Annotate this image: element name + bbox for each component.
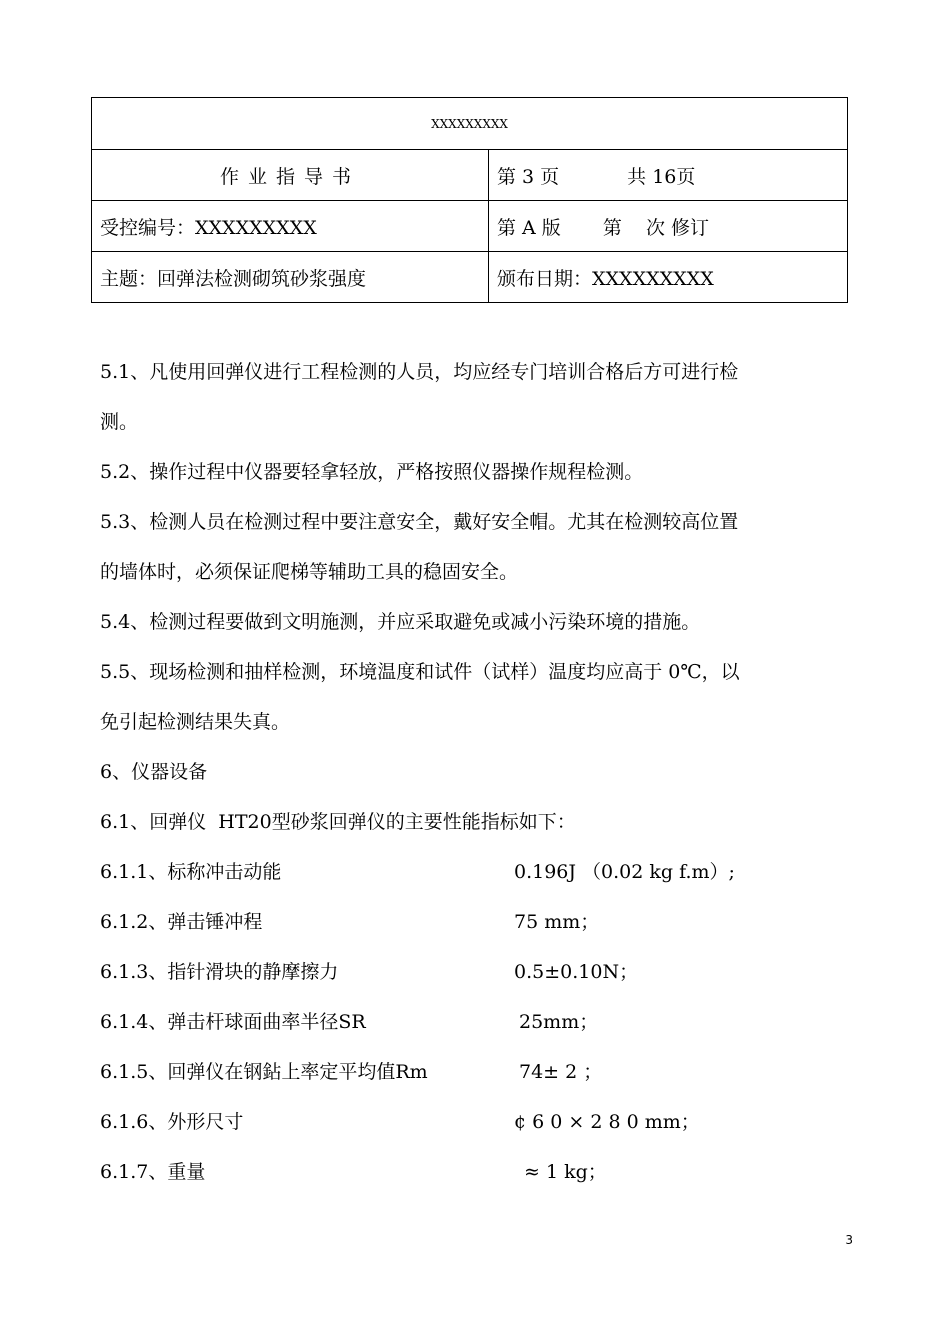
spec-label: 6.1.3、指针滑块的静摩擦力 xyxy=(100,961,339,983)
spec-row xyxy=(100,997,852,1047)
issue-date: 颁布日期：XXXXXXXXX xyxy=(489,252,848,303)
spec-value: 25mm； xyxy=(519,1011,599,1033)
paragraph-line: 5.3、检测人员在检测过程中要注意安全，戴好安全帽。尤其在检测较高位置 xyxy=(100,511,739,533)
spec-row xyxy=(100,847,852,897)
spec-label: 6.1.6、外形尺寸 xyxy=(100,1111,244,1133)
paragraph-line: 5.4、检测过程要做到文明施测，并应采取避免或减小污染环境的措施。 xyxy=(100,611,701,633)
paragraph-line: 测。 xyxy=(100,411,139,433)
spec-value: 0.5±0.10N； xyxy=(514,961,639,983)
spec-value: ≈ 1 kg； xyxy=(524,1161,607,1183)
page-count-cell xyxy=(489,150,848,201)
paragraph-line: 6.1、回弹仪 HT20型砂浆回弹仪的主要性能指标如下： xyxy=(100,811,576,833)
document-header-table xyxy=(91,97,848,303)
spec-value: 75 mm； xyxy=(514,911,600,933)
spec-value: ¢ 6 0 × 2 8 0 mm； xyxy=(514,1111,700,1133)
spec-value: 74± 2 ； xyxy=(519,1061,603,1083)
spec-label: 6.1.7、重量 xyxy=(100,1161,206,1183)
spec-label: 6.1.4、弹击杆球面曲率半径SR xyxy=(100,1011,366,1033)
edition-cell xyxy=(489,201,848,252)
spec-label: 6.1.1、标称冲击动能 xyxy=(100,861,282,883)
paragraph-line: 的墙体时，必须保证爬梯等辅助工具的稳固安全。 xyxy=(100,561,519,583)
edition: 第 A 版 xyxy=(497,216,561,239)
page-current: 第 3 页 xyxy=(497,165,560,188)
revision: 第 次 修订 xyxy=(602,216,710,239)
spec-label: 6.1.2、弹击锤冲程 xyxy=(100,911,263,933)
spec-value: 0.196J （0.02 kg f.m）; xyxy=(514,861,735,883)
page-total: 共 16页 xyxy=(627,165,696,188)
control-number: 受控编号：XXXXXXXXX xyxy=(92,201,489,252)
spec-label: 6.1.5、回弹仪在钢鉆上率定平均值Rm xyxy=(100,1061,428,1083)
spec-row xyxy=(100,1097,852,1147)
spec-row xyxy=(100,947,852,997)
paragraph-line: 5.5、现场检测和抽样检测，环境温度和试件（试样）温度均应高于 0℃，以 xyxy=(100,661,740,683)
page-number: 3 xyxy=(845,1233,853,1247)
section-heading: 6、仪器设备 xyxy=(100,761,208,783)
subject: 主题：回弹法检测砌筑砂浆强度 xyxy=(92,252,489,303)
paragraph-line: 免引起检测结果失真。 xyxy=(100,711,291,733)
paragraph-line: 5.1、凡使用回弹仪进行工程检测的人员，均应经专门培训合格后方可进行检 xyxy=(100,361,739,383)
document-code: XXXXXXXXX xyxy=(92,98,848,150)
spec-row xyxy=(100,1147,852,1197)
document-title: 作业指导书 xyxy=(92,150,489,201)
document-body xyxy=(100,347,852,1197)
paragraph-line: 5.2、操作过程中仪器要轻拿轻放，严格按照仪器操作规程检测。 xyxy=(100,461,644,483)
spec-row xyxy=(100,897,852,947)
spec-row xyxy=(100,1047,852,1097)
